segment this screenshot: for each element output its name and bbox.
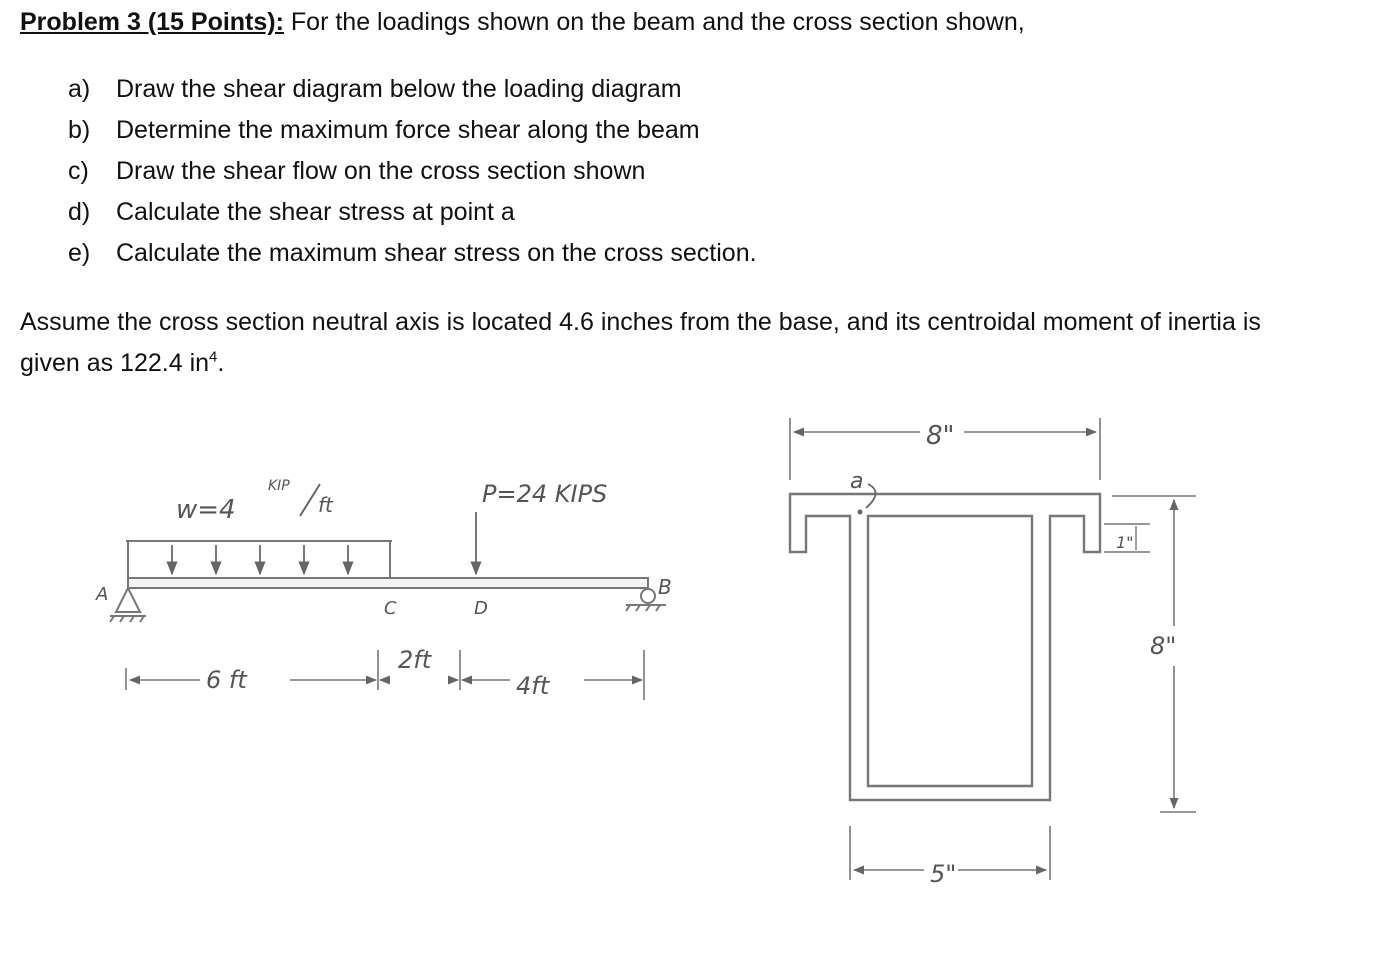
point-a-label: a xyxy=(850,469,864,494)
dim-4ft-label: 4ft xyxy=(516,672,550,700)
dim-2ft-label: 2ft xyxy=(398,646,432,674)
dim-6ft-label: 6 ft xyxy=(206,666,247,694)
assumption-text: Assume the cross section neutral axis is located 4.6 inches from the base, and its centroidal moment of inertia is given as 122.4 in xyxy=(20,308,1261,377)
task-text: Draw the shear flow on the cross section shown xyxy=(116,157,646,185)
task-letter: a) xyxy=(68,75,91,103)
inertia-exponent: 4 xyxy=(209,348,218,366)
section-cavity xyxy=(868,516,1032,786)
load-w-label: w=4 xyxy=(176,495,236,525)
task-text: Calculate the maximum shear stress on the cross section. xyxy=(116,239,757,267)
beam-dimensions xyxy=(126,650,644,700)
beam-body xyxy=(128,578,648,588)
task-text: Calculate the shear stress at point a xyxy=(116,198,515,226)
section-outline xyxy=(790,494,1100,800)
support-b-label: B xyxy=(658,575,672,599)
load-w-unit-slash xyxy=(300,484,320,516)
task-letter: d) xyxy=(68,198,91,226)
point-a-arrow xyxy=(866,484,876,508)
task-text: Draw the shear diagram below the loading diagram xyxy=(116,75,682,103)
task-letter: c) xyxy=(68,157,89,185)
task-letter: b) xyxy=(68,116,91,144)
point-a-dot xyxy=(858,510,863,515)
task-letter: e) xyxy=(68,239,91,267)
load-p-label: P=24 KIPS xyxy=(482,480,608,508)
point-c-label: C xyxy=(384,598,397,619)
problem-intro: For the loadings shown on the beam and the cross section shown, xyxy=(290,8,1025,36)
point-d-label: D xyxy=(474,598,488,619)
support-a-label: A xyxy=(96,584,109,605)
support-a-pin xyxy=(110,588,146,622)
section-height-label: 8" xyxy=(1150,632,1177,660)
section-width-bottom-label: 5" xyxy=(930,860,957,888)
problem-title: Problem 3 (15 Points): xyxy=(20,8,284,36)
section-flange-thickness-label: 1" xyxy=(1116,533,1134,552)
task-text: Determine the maximum force shear along the beam xyxy=(116,116,700,144)
distributed-load xyxy=(126,541,392,578)
load-w-unit-bottom: ft xyxy=(318,493,333,517)
assumption-suffix: . xyxy=(217,349,225,377)
section-width-top-label: 8" xyxy=(926,421,955,451)
load-w-unit-top: KIP xyxy=(268,478,290,494)
